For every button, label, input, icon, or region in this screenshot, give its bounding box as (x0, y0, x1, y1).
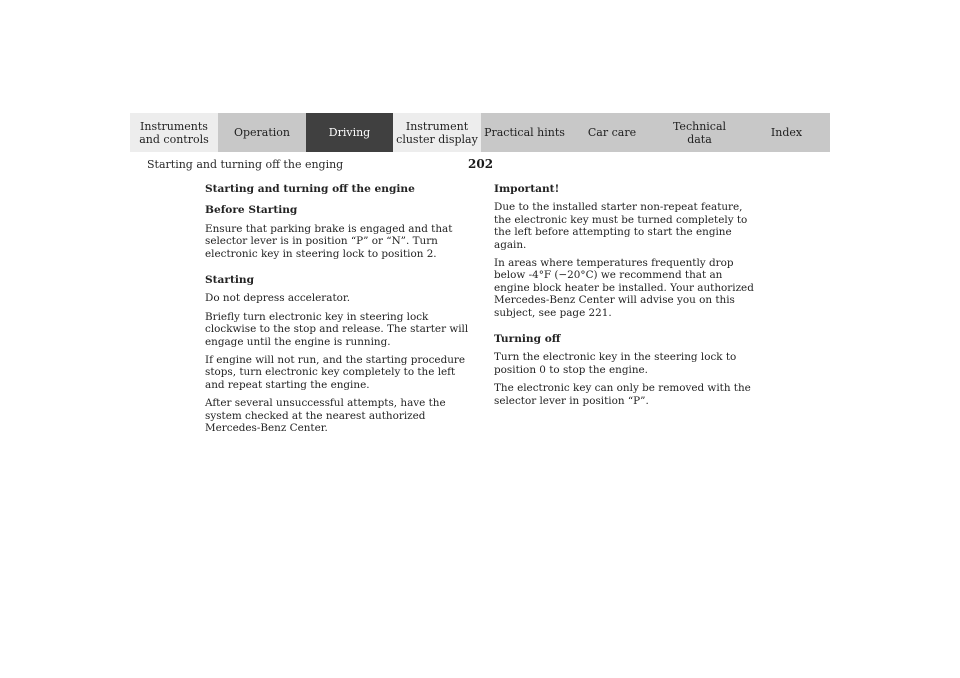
subheading-important: Important! (494, 183, 560, 195)
paragraph-important-2: In areas where temperatures frequently drop below -4°F (−20°C) we recommend that an engine block heater be installed. Your authorized Mercedes-Benz Center will advise you on this subject, see page 221. (494, 257, 754, 319)
tab-operation[interactable]: Operation (218, 113, 306, 152)
tab-driving[interactable]: Driving (306, 113, 393, 152)
page-number: 202 (468, 157, 494, 171)
section-header-title: Starting and turning off the enging (147, 158, 344, 171)
section-heading: Starting and turning off the engine (205, 183, 415, 195)
tab-practical-hints[interactable]: Practical hints (481, 113, 568, 152)
tab-technical-data[interactable]: Technical data (656, 113, 743, 152)
tab-instruments-and-controls[interactable]: Instruments and controls (130, 113, 218, 152)
paragraph-turning-off-1: Turn the electronic key in the steering lock to position 0 to stop the engine. (494, 351, 737, 376)
right-column (494, 183, 758, 413)
tab-car-care[interactable]: Car care (568, 113, 656, 152)
subheading-starting: Starting (205, 274, 255, 287)
paragraph-turning-off-2: The electronic key can only be removed with the selector lever in position “P”. (494, 382, 751, 407)
tab-index[interactable]: Index (743, 113, 830, 152)
paragraph-starting-2: Briefly turn electronic key in steering lock clockwise to the stop and release. The starter will engage until the engine is running. (205, 310, 469, 348)
left-column (205, 183, 469, 441)
paragraph-starting-3: If engine will not run, and the starting procedure stops, turn electronic key completely to the left and repeat starting the engine. (205, 354, 466, 391)
paragraph-before-starting: Ensure that parking brake is engaged and that selector lever is in position “P” or “N”. Turn electronic key in steering lock to position 2. (205, 222, 453, 260)
subheading-turning-off: Turning off (494, 333, 561, 346)
paragraph-starting-1: Do not depress accelerator. (205, 292, 351, 305)
section-tab-bar (130, 113, 830, 152)
paragraph-important-1: Due to the installed starter non-repeat feature, the electronic key must be turned completely to the left before attempting to start the engine again. (494, 201, 748, 251)
subheading-before-starting: Before Starting (205, 204, 298, 217)
tab-instrument-cluster-display[interactable]: Instrument cluster display (393, 113, 481, 152)
paragraph-starting-4: After several unsuccessful attempts, have the system checked at the nearest authorized Mercedes-Benz Center. (205, 397, 446, 435)
